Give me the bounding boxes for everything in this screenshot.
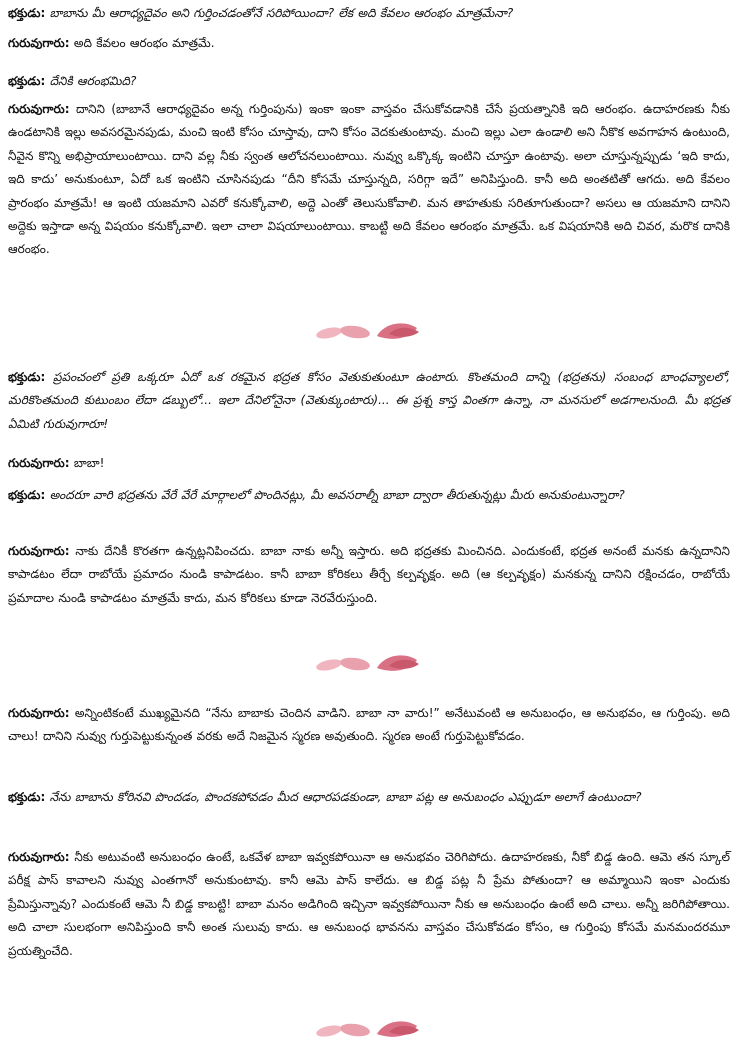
speaker-label: గురువుగారు: (8, 456, 70, 470)
speaker-label: భక్తుడు: (8, 790, 46, 804)
dialogue-block (8, 846, 730, 963)
dialogue-text: అందరూ వారి భద్రతను వేరే వేరే మార్గాలలో పొందినట్లు, మీ అవసరాల్నీ బాబా ద్వారా తీరుతున్నట్లు మీరు అనుకుంటున్నారా? (49, 488, 625, 502)
speaker-label: భక్తుడు: (8, 370, 46, 384)
rose-petals-icon (307, 318, 437, 344)
dialogue-text: అది కేవలం ఆరంభం మాత్రమే. (73, 36, 215, 50)
dialogue-block (8, 702, 730, 749)
speaker-label: గురువుగారు: (8, 706, 70, 720)
section-divider (0, 650, 743, 676)
dialogue-block (8, 366, 730, 436)
rose-petals-icon (307, 1016, 437, 1042)
dialogue-block (8, 2, 730, 25)
dialogue-text: నీకు అటువంటి అనుబంధం ఉంటే, ఒకవేళ బాబా ఇవ్వకపోయినా ఆ అనుభవం చెరిగిపోదు. ఉదాహరణకు, నీకో బిడ్డ ఉంది. ఆమె తన స్కూల్ పరీక్ష పాస్ కావాలని నువ్వు ఎంతగానో అనుకుంటావు. కానీ ఆమె పాస్ కాలేదు. ఆ బిడ్డ పట్ల నీ ప్రేమ పోతుందా? ఆ అమ్మాయిని ఇంకా ఎందుకు ప్రేమిస్తున్నావు? ఎందుకంటే ఆమె నీ బిడ్డ కాబట్టి! బాబా మనం అడిగింది ఇచ్చినా ఇవ్వకపోయినా నీకు ఆ అనుబంధం ఉంటే అది చాలు. అన్నీ జరిగిపోతాయి. అది చాలా సులభంగా అనిపిస్తుంది కానీ అంత సులువు కాదు. ఆ అనుబంధ భావనను వాస్తవం చేసుకోవడం కోసం, ఆ గుర్తింపు కోసమే మనమందరమూ ప్రయత్నించేది. (8, 850, 730, 958)
speaker-label: గురువుగారు: (8, 850, 70, 864)
dialogue-text: అన్నింటికంటే ముఖ్యమైనది “నేను బాబాకు చెందిన వాడిని. బాబా నా వారు!” అనేటువంటి ఆ అనుబంధం, ఆ అనుభవం, ఆ గుర్తింపు. అది చాలు! దానిని నువ్వు గుర్తుపెట్టుకున్నంత వరకు అదే నిజమైన స్మరణ అవుతుంది. స్మరణ అంటే గుర్తుపెట్టుకోవడం. (8, 706, 730, 744)
dialogue-block (8, 540, 730, 610)
dialogue-text: బాబాను మీ ఆరాధ్యదైవం అని గుర్తించడంతోనే సరిపోయిందా? లేక అది కేవలం ఆరంభం మాత్రమేనా? (49, 6, 514, 20)
dialogue-block (8, 98, 730, 262)
dialogue-text: నాకు దేనికీ కొరతగా ఉన్నట్లనిపించదు. బాబా నాకు అన్నీ ఇస్తారు. అది భద్రతకు మించినది. ఎందుకంటే, భద్రత అనంటే మనకు ఉన్నదానిని కాపాడటం లేదా రాబోయే ప్రమాదం నుండి కాపాడటం. కానీ బాబా కోరికలు తీర్చే కల్పవృక్షం. అది (ఆ కల్పవృక్షం) మనకున్న దానిని రక్షించడం, రాబోయే ప్రమాదాల నుండి కాపాడటం మాత్రమే కాదు, మన కోరికలు కూడా నెరవేరుస్తుంది. (8, 544, 730, 605)
dialogue-block (8, 70, 730, 93)
dialogue-text: దేనికి ఆరంభమిది? (49, 74, 137, 88)
speaker-label: గురువుగారు: (8, 36, 70, 50)
dialogue-block (8, 786, 730, 809)
speaker-label: గురువుగారు: (8, 102, 70, 116)
dialogue-text: దానిని (బాబానే ఆరాధ్యదైవం అన్న గుర్తింపును) ఇంకా ఇంకా వాస్తవం చేసుకోవడానికి చేసే ప్రయత్నానికి ఇది ఆరంభం. ఉదాహరణకు నీకు ఉండటానికి ఇల్లు అవసరమైనపుడు, మంచి ఇంటి కోసం చూస్తావు, దాని కోసం వెదకుతుంటావు. మంచి ఇల్లు ఎలా ఉండాలి అని నీకొక అవగాహన ఉంటుంది, నీవైన కొన్ని అభిప్రాయాలుంటాయి. దాని వల్ల నీకు స్వంత ఆలోచనలుంటాయి. నువ్వు ఒక్కొక్క ఇంటిని చూస్తూ ఉంటావు. అలా చూస్తున్నప్పుడు ‘ఇది కాదు, ఇది కాదు’ అనుకుంటూ, ఏదో ఒక ఇంటిని చూసినపుడు “దీని కోసమే చూస్తున్నది, సరిగ్గా ఇదే” అనిపిస్తుంది. కానీ అది అంతటితో ఆగదు. అది కేవలం ప్రారంభం మాత్రమే! ఆ ఇంటి యజమాని ఎవరో కనుక్కోవాలి, అద్దె ఎంతో తెలుసుకోవాలి. మన తాహతుకు సరితూగుతుందా? అసలు ఆ యజమాని దానిని అద్దెకు ఇస్తాడా అన్న విషయం కనుక్కోవాలి. ఇలా చాలా విషయాలుంటాయి. కాబట్టి అది కేవలం ఆరంభం మాత్రమే. ఒక విషయానికి అది చివర, మరొక దానికి ఆరంభం. (8, 102, 730, 257)
dialogue-block (8, 452, 730, 475)
speaker-label: భక్తుడు: (8, 6, 46, 20)
dialogue-block (8, 32, 730, 55)
rose-petals-icon (307, 650, 437, 676)
dialogue-block (8, 484, 730, 507)
section-divider (0, 1016, 743, 1042)
speaker-label: భక్తుడు: (8, 74, 46, 88)
speaker-label: గురువుగారు: (8, 544, 70, 558)
section-divider (0, 318, 743, 344)
dialogue-text: ప్రపంచంలో ప్రతి ఒక్కరూ ఏదో ఒక రకమైన భద్రత కోసం వెతుకుతుంటూ ఉంటారు. కొంతమంది దాన్ని (భద్రతను) సంబంధ బాంధవ్యాలలో, మరికొంతమంది కుటుంబం లేదా డబ్బులో... ఇలా దేనిలోనైనా (వెతుక్కుంటారు)... ఈ ప్రశ్న కాస్త వింతగా ఉన్నా, నా మనసులో అడగాలనుంది. మీ భద్రత ఏమిటి గురువుగారూ! (8, 370, 730, 431)
speaker-label: భక్తుడు: (8, 488, 46, 502)
dialogue-text: బాబా! (73, 456, 105, 470)
dialogue-text: నేను బాబాను కోరినవి పొందడం, పొందకపోవడం మీద ఆధారపడకుండా, బాబా పట్ల ఆ అనుబంధం ఎప్పుడూ అలాగే ఉంటుందా? (49, 790, 642, 804)
